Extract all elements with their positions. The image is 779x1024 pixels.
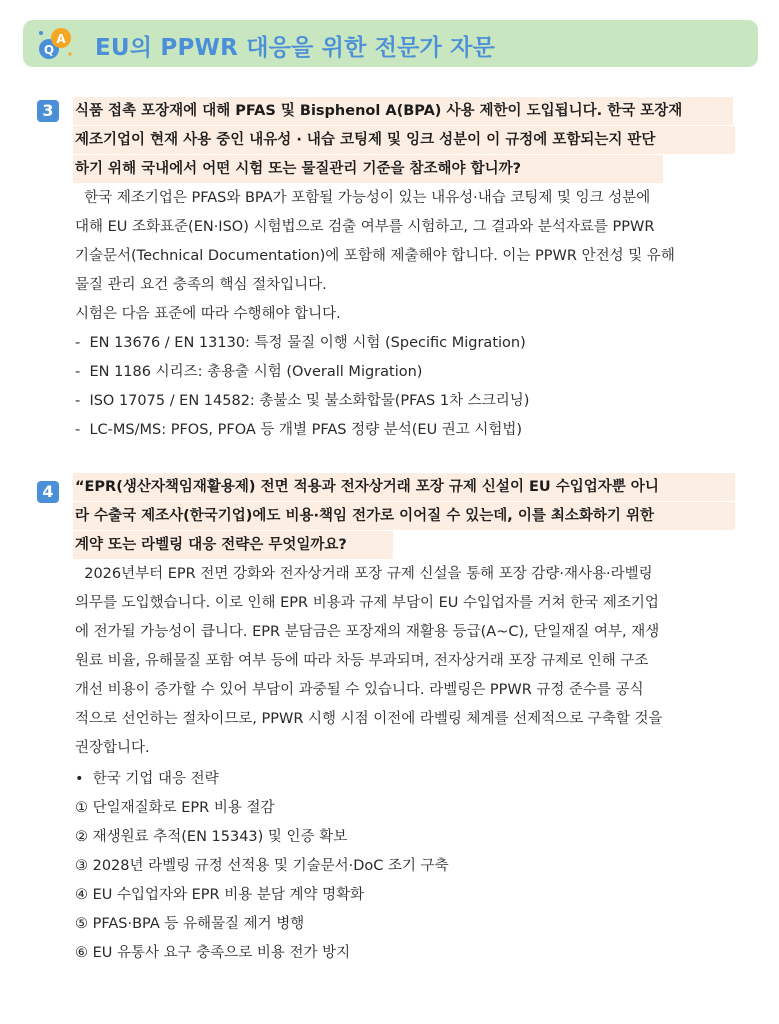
list-item: - LC-MS/MS: PFOS, PFOA 등 개별 PFAS 정량 분석(EU 권고 시험법) [75,422,523,438]
list-item: ③ 2028년 라벨링 규정 선적용 및 기술문서·DoC 조기 구축 [75,858,449,874]
answer-line: 기술문서(Technical Documentation)에 포함해 제출해야 합니다. 이는 PPWR 안전성 및 유해 [75,248,675,264]
answer-line: 원료 비율, 유해물질 포함 여부 등에 따라 차등 부과되며, 전자상거래 포장 규제로 인해 구조 [75,653,649,669]
question-line: 계약 또는 라벨링 대응 전략은 무엇일까요? [75,537,347,553]
header-banner [23,20,758,67]
list-item: ⑤ PFAS·BPA 등 유해물질 제거 병행 [75,916,305,932]
list-item: - ISO 17075 / EN 14582: 총불소 및 불소화합물(PFAS 1차 스크리닝) [75,393,530,409]
answer-line: 물질 관리 요건 충족의 핵심 절차입니다. [75,277,327,293]
list-item: ① 단일재질화로 EPR 비용 절감 [75,800,275,816]
question-number-badge: 4 [37,481,59,503]
answer-line: 개선 비용이 증가할 수 있어 부담이 과중될 수 있습니다. 라벨링은 PPWR 규정 준수를 공식 [75,682,644,698]
standards-list [75,329,765,445]
answer-line: 2026년부터 EPR 전면 강화와 전자상거래 포장 규제 신설을 통해 포장 감량·재사용·라벨링 [75,566,653,582]
answer-line: 에 전가될 가능성이 큽니다. EPR 분담금은 포장재의 재활용 등급(A~C), 단일재질 여부, 재생 [75,624,660,640]
answer-line: 한국 제조기업은 PFAS와 BPA가 포함될 가능성이 있는 내유성·내습 코팅제 및 잉크 성분에 [75,190,651,206]
question-4 [75,473,765,560]
answer-4 [75,560,765,763]
question-3 [75,97,765,184]
qa-icon-a: A [56,32,66,46]
list-item: ④ EU 수입업자와 EPR 비용 분담 계약 명확화 [75,887,365,903]
list-item: ⑥ EU 유통사 요구 충족으로 비용 전가 방지 [75,945,351,961]
qa-icon-q: Q [43,43,55,57]
list-item: - EN 1186 시리즈: 총용출 시험 (Overall Migration) [75,364,423,380]
question-number-badge: 3 [37,100,59,122]
strategy-list [75,765,765,968]
answer-3 [75,184,765,329]
answer-line: 권장합니다. [75,740,150,756]
question-line: “EPR(생산자책임재활용제) 전면 적용과 전자상거래 포장 규제 신설이 EU 수입업자뿐 아니 [75,479,659,495]
list-item: - EN 13676 / EN 13130: 특정 물질 이행 시험 (Specific Migration) [75,335,526,351]
question-line: 식품 접촉 포장재에 대해 PFAS 및 Bisphenol A(BPA) 사용 제한이 도입됩니다. 한국 포장재 [75,103,683,119]
strategy-title: • 한국 기업 대응 전략 [75,771,219,787]
answer-line: 대해 EU 조화표준(EN·ISO) 시험법으로 검출 여부를 시험하고, 그 결과와 분석자료를 PPWR [75,219,655,235]
qa-icon [37,27,73,61]
question-line: 제조기업이 현재 사용 중인 내유성 · 내습 코팅제 및 잉크 성분이 이 규정에 포함되는지 판단 [75,132,656,148]
list-item: ② 재생원료 추적(EN 15343) 및 인증 확보 [75,829,348,845]
question-line: 하기 위해 국내에서 어떤 시험 또는 물질관리 기준을 참조해야 합니까? [75,161,522,177]
question-line: 라 수출국 제조사(한국기업)에도 비용·책임 전가로 이어질 수 있는데, 이를 최소화하기 위한 [75,508,655,524]
page-title: EU의 PPWR 대응을 위한 전문가 자문 [95,35,496,61]
answer-line: 의무를 도입했습니다. 이로 인해 EPR 비용과 규제 부담이 EU 수입업자를 거쳐 한국 제조기업 [75,595,659,611]
answer-line: 적으로 선언하는 절차이므로, PPWR 시행 시점 이전에 라벨링 체계를 선제적으로 구축할 것을 [75,711,663,727]
answer-line: 시험은 다음 표준에 따라 수행해야 합니다. [75,306,341,322]
